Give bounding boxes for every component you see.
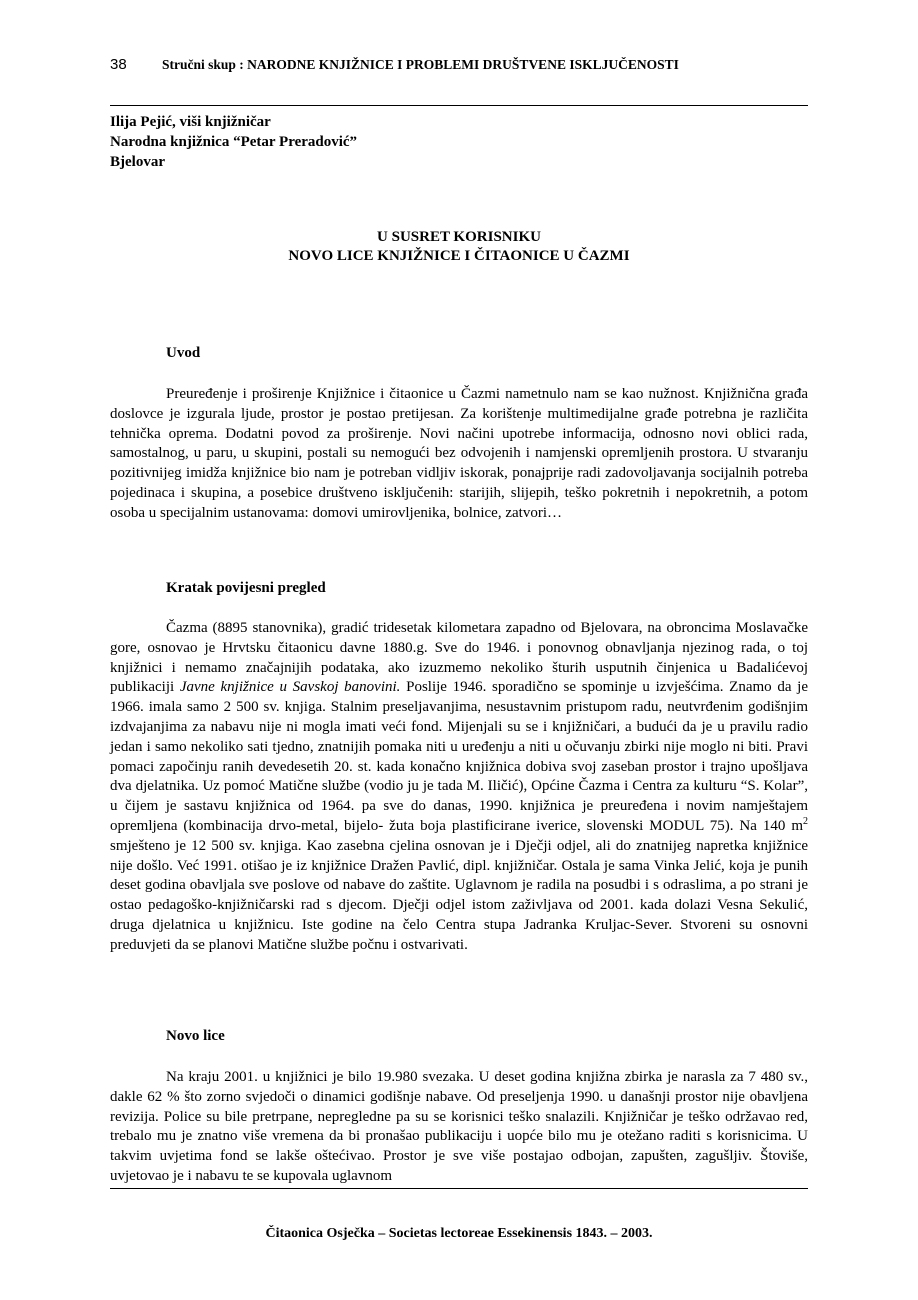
paragraph-pregled bbox=[110, 619, 808, 956]
page-footer: Čitaonica Osječka – Societas lectoreae Essekinensis 1843. – 2003. bbox=[265, 1226, 653, 1241]
author-block bbox=[110, 112, 357, 172]
author-institution: Narodna knjižnica “Petar Preradović” bbox=[110, 134, 358, 150]
section-heading-pregled: Kratak povijesni pregled bbox=[166, 580, 326, 596]
pregled-text-c: smješteno je 12 500 sv. knjiga. Kao zasebna cjelina osnovan je i Dječji odjel, ali do znatnijeg napretka knjižnice nije došlo. Već 1991. otišao je iz knjižnice Dražen Pavlić, dipl. knjižničar. Ostala je sama Vinka Jelić, koja je punih deset godina obavljala sve poslove od nabave do zaštite. Uglavnom je radila na posudbi i s odraslima, a po strani je ostao pedagoško-knjižničarski rad s djecom. Dječji odjel istom zaživljava od 2001. kada dolazi Vesna Sekulić, druga djelatnica u knjižnicu. Iste godine na čelo Centra stupa Jadranka Kruljac-Sever. Stvoreni su osnovni preduvjeti da se planovi Matične službe počnu i ostvarivati. bbox=[110, 837, 808, 953]
page-number: 38 bbox=[110, 56, 127, 73]
header-rule bbox=[110, 105, 808, 106]
running-title: Stručni skup : NARODNE KNJIŽNICE I PROBLEMI DRUŠTVENE ISKLJUČENOSTI bbox=[162, 57, 679, 72]
title-line-1: U SUSRET KORISNIKU bbox=[377, 229, 541, 245]
title-line-2: NOVO LICE KNJIŽNICE I ČITAONICE U ČAZMI bbox=[288, 248, 630, 264]
document-page bbox=[110, 0, 808, 1300]
section-heading-novo-lice: Novo lice bbox=[166, 1028, 225, 1044]
pregled-text-b: Poslije 1946. sporadično se spominje u izvješćima. Znamo da je 1966. imala samo 2 500 sv. knjiga. Stalnim preseljavanjima, nesustavnim pristupom radu, neutvrđenim godišnjim izdvajanjima za nabavu nije ni mogla imati veći fond. Mijenjali su se i knjižničari, a budući da je u pravilu radio jedan i samo nekoliko sati tjedno, znatnijih pomaka niti u uređenju a niti u očuvanju zbirki nije moglo ni biti. Pravi pomaci započinju ranih devedesetih 20. st. kada konačno knjižnica dobiva svoj zaseban prostor i trajno upošljava dva djelatnika. Uz pomoć Matične službe (vodio ju je tada M. Iličić), Općine Čazma i Centra za kulturu “S. Kolar”, u čijem je sastavu knjižnica od 1964. pa sve do danas, 1990. knjižnica je preuređena i novim namještajem opremljena (kombinacija drvo-metal, bijelo- žuta boja plastificirane iverice, slovenski MODUL 75). Na 140 m bbox=[110, 679, 808, 834]
paper-title bbox=[110, 228, 808, 266]
footer-rule bbox=[110, 1188, 808, 1189]
paragraph-novo-lice: Na kraju 2001. u knjižnici je bilo 19.980 svezaka. U deset godina knjižna zbirka je narasla za 7 480 sv., dakle 62 % što zorno svjedoči o dinamici godišnje nabave. Od preseljenja 1990. u današnji prostor nije obavljena revizija. Police su bile pretrpane, nepregledne pa su se korisnici teško snalazili. Knjižničar je teško održavao red, trebalo mu je znatno više vremena da bi pronašao publikaciju i uopće bilo mu je otežano raditi s korisnicima. U takvim uvjetima fond se lakše oštećivao. Prostor je sve više postajao odbojan, zapušten, zagušljiv. Štoviše, uvjetovao je i nabavu te se kupovala uglavnom bbox=[110, 1069, 808, 1184]
paragraph-uvod: Preuređenje i proširenje Knjižnice i čitaonice u Čazmi nametnulo nam se kao nužnost. Knjižnična građa doslovce je izgurala ljude, prostor je postao pretijesan. Za korištenje multimedijalne građe potrebna je različita tehnička oprema. Dodatni povod za proširenje. Novi načini upotrebe informacija, odnosno novi oblici rada, samostalnog, u paru, u skupini, postali su nemogući bez odvojenih i namjenski opremljenih prostora. U stvaranju pozitivnijeg imidža knjižnice bio nam je potreban vidljiv iskorak, ponajprije radi zadovoljavanja socijalnih potreba pojedinaca i skupina, a posebice društveno isključenih: starijih, slijepih, teško pokretnih i nepokretnih, a potom osoba u specijalnim ustanovama: domovi umirovljenika, bolnice, zatvori… bbox=[110, 386, 808, 521]
section-heading-uvod: Uvod bbox=[166, 345, 201, 361]
pregled-text-a: Čazma (8895 stanovnika), gradić tridesetak kilometara zapadno od Bjelovara, na obroncima Moslavačke gore, osnovao je Hrvtsku čitaonicu davne 1880.g. Sve do 1946. i ponovnog obnavljanja njezinog rada, o toj knjižnici i nemamo značajnijih podataka, ako izuzmemo nekoliko šturih usputnih činjenica u Badalićevoj publikaciji bbox=[110, 620, 808, 696]
author-name: Ilija Pejić, viši knjižničar bbox=[110, 114, 271, 130]
superscript-2: 2 bbox=[803, 815, 808, 827]
running-header bbox=[110, 56, 808, 76]
author-city: Bjelovar bbox=[110, 154, 165, 170]
publication-title: Javne knjižnice u Savskoj banovini. bbox=[179, 679, 401, 696]
